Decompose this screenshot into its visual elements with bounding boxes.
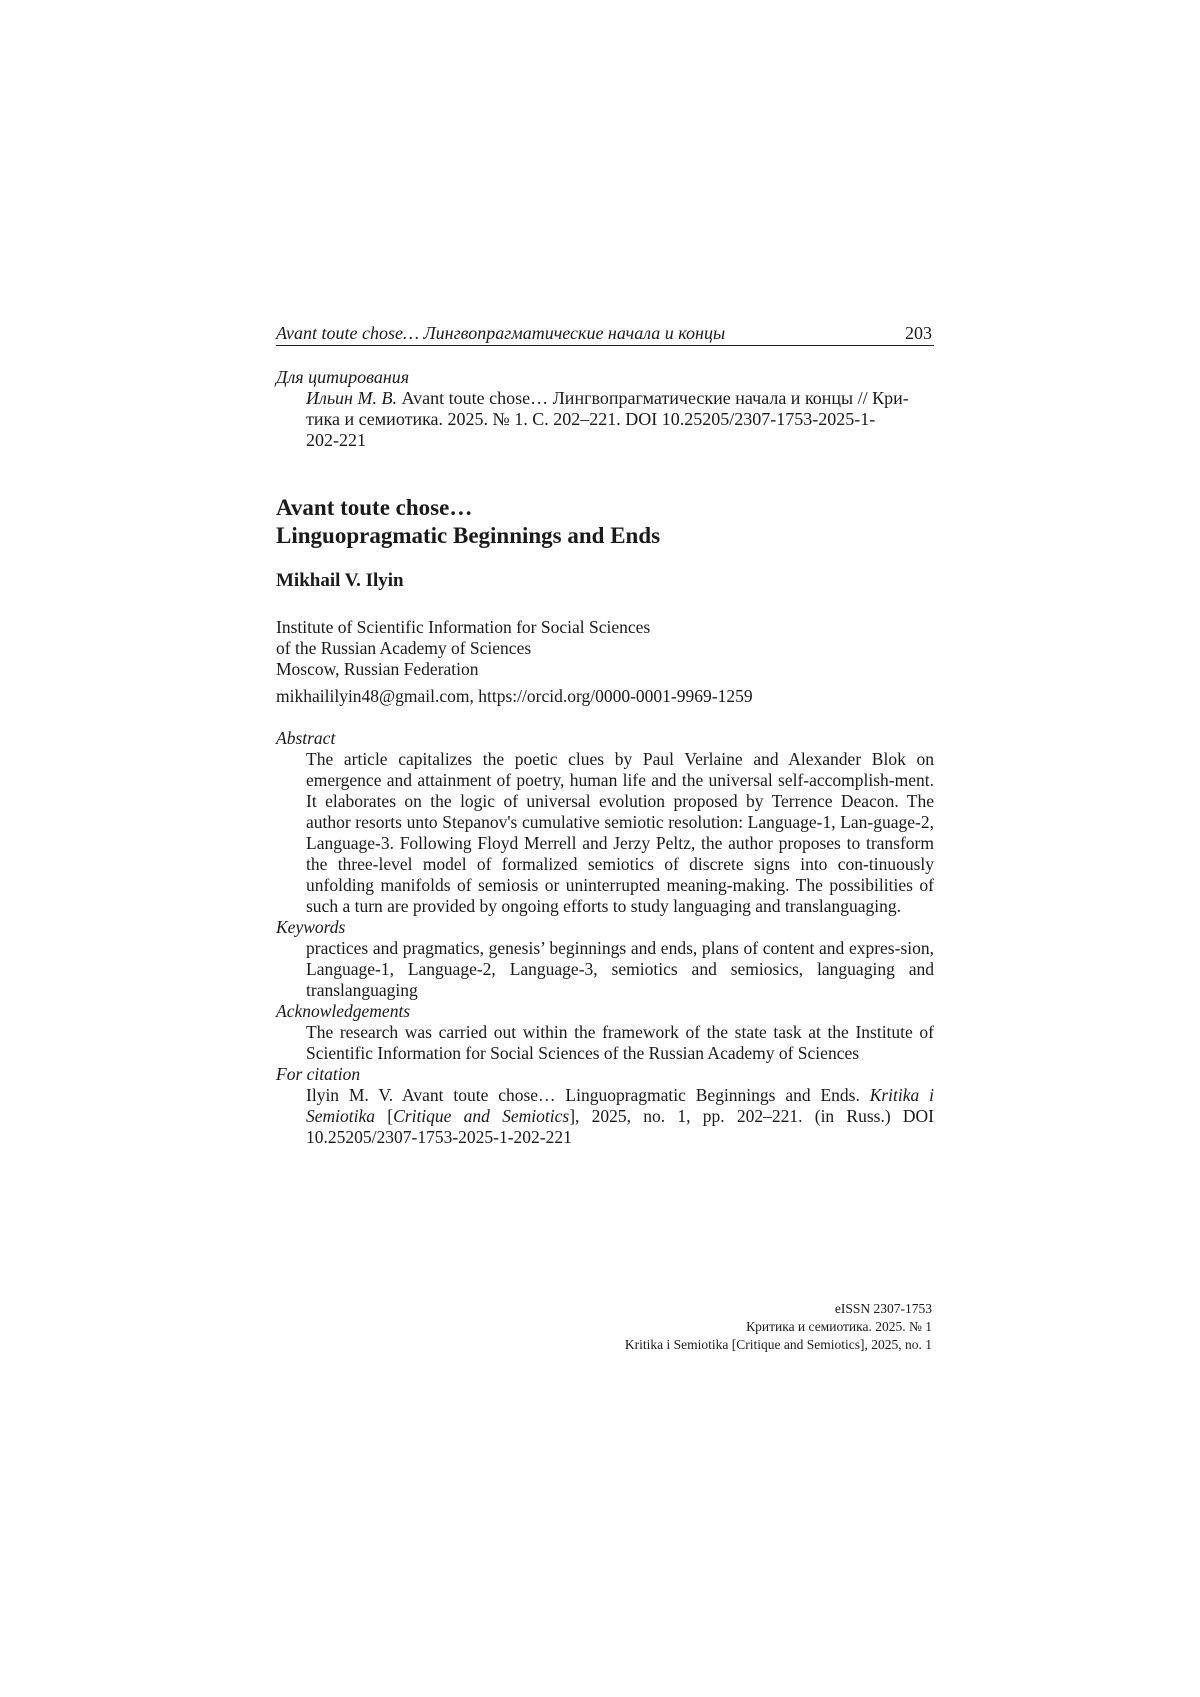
acknowledgements-label: Acknowledgements <box>276 1001 934 1022</box>
citation-ru-author: Ильин М. В. <box>306 388 397 408</box>
citation-ru-label: Для цитирования <box>276 367 934 388</box>
footer-eissn: eISSN 2307-1753 <box>625 1300 932 1318</box>
keywords-text: practices and pragmatics, genesis’ beginnings and ends, plans of content and expres-sion, Language-1, Language-2, Language-3, semiotics and semiosics, languaging and translanguaging <box>276 938 934 1001</box>
footer-journal-ru: Критика и семиотика. 2025. № 1 <box>625 1318 932 1336</box>
citation-en-bracket: [ <box>375 1106 393 1126</box>
page-number: 203 <box>905 322 932 344</box>
acknowledgements-text: The research was carried out within the framework of the state task at the Institute of Scientific Information for Social Sciences of the Russian Academy of Sciences <box>276 1022 934 1064</box>
footer-journal-en: Kritika i Semiotika [Critique and Semiotics], 2025, no. 1 <box>625 1336 932 1354</box>
citation-en-prefix: Ilyin M. V. Avant toute chose… Linguopragmatic Beginnings and Ends. <box>306 1085 870 1105</box>
citation-en-text <box>276 1085 934 1148</box>
citation-ru-line2: тика и семиотика. 2025. № 1. С. 202–221. DOI 10.25205/2307-1753-2025-1- <box>306 409 875 429</box>
citation-ru-line3: 202-221 <box>306 430 366 450</box>
abstract-label: Abstract <box>276 728 934 749</box>
article-title <box>276 494 660 550</box>
header-rule <box>276 345 934 346</box>
citation-en-suffix: ], 2025, no. 1, pp. 202–221. (in Russ.) DOI 10.25205/2307-1753-2025-1-202-221 <box>306 1106 934 1147</box>
running-title: Avant toute chose… Лингвопрагматические начала и концы <box>276 323 725 343</box>
affiliation <box>276 617 650 680</box>
affiliation-line: Moscow, Russian Federation <box>276 659 650 680</box>
affiliation-line: of the Russian Academy of Sciences <box>276 638 650 659</box>
citation-en-journal-translation: Critique and Semiotics <box>393 1106 569 1126</box>
running-header <box>276 322 934 344</box>
keywords-label: Keywords <box>276 917 934 938</box>
abstract-section <box>276 728 934 1148</box>
title-line-1: Avant toute chose… <box>276 494 660 522</box>
citation-ru <box>276 367 934 451</box>
abstract-text: The article capitalizes the poetic clues by Paul Verlaine and Alexander Blok on emergence and attainment of poetry, human life and the universal self-accomplish-ment. It elaborates on the logic of universal evolution proposed by Terrence Deacon. The author resorts unto Stepanov's cumulative semiotic resolution: Language-1, Lan-guage-2, Language-3. Following Floyd Merrell and Jerzy Peltz, the author proposes to transform the three-level model of formalized semiotics of discrete signs into con-tinuously unfolding manifolds of semiosis or uninterrupted meaning-making. The possibilities of such a turn are provided by ongoing efforts to study languaging and translanguaging. <box>276 749 934 917</box>
affiliation-line: Institute of Scientific Information for Social Sciences <box>276 617 650 638</box>
citation-ru-text <box>276 388 934 451</box>
page-footer <box>625 1300 932 1354</box>
citation-ru-line1: Avant toute chose… Лингвопрагматические начала и концы // Кри- <box>397 388 909 408</box>
author-name: Mikhail V. Ilyin <box>276 570 404 592</box>
author-contact[interactable]: mikhaililyin48@gmail.com, https://orcid.org/0000-0001-9969-1259 <box>276 686 753 707</box>
citation-en-journal: Kritika i Semiotika <box>306 1085 934 1126</box>
citation-en-label: For citation <box>276 1064 934 1085</box>
title-line-2: Linguopragmatic Beginnings and Ends <box>276 522 660 550</box>
